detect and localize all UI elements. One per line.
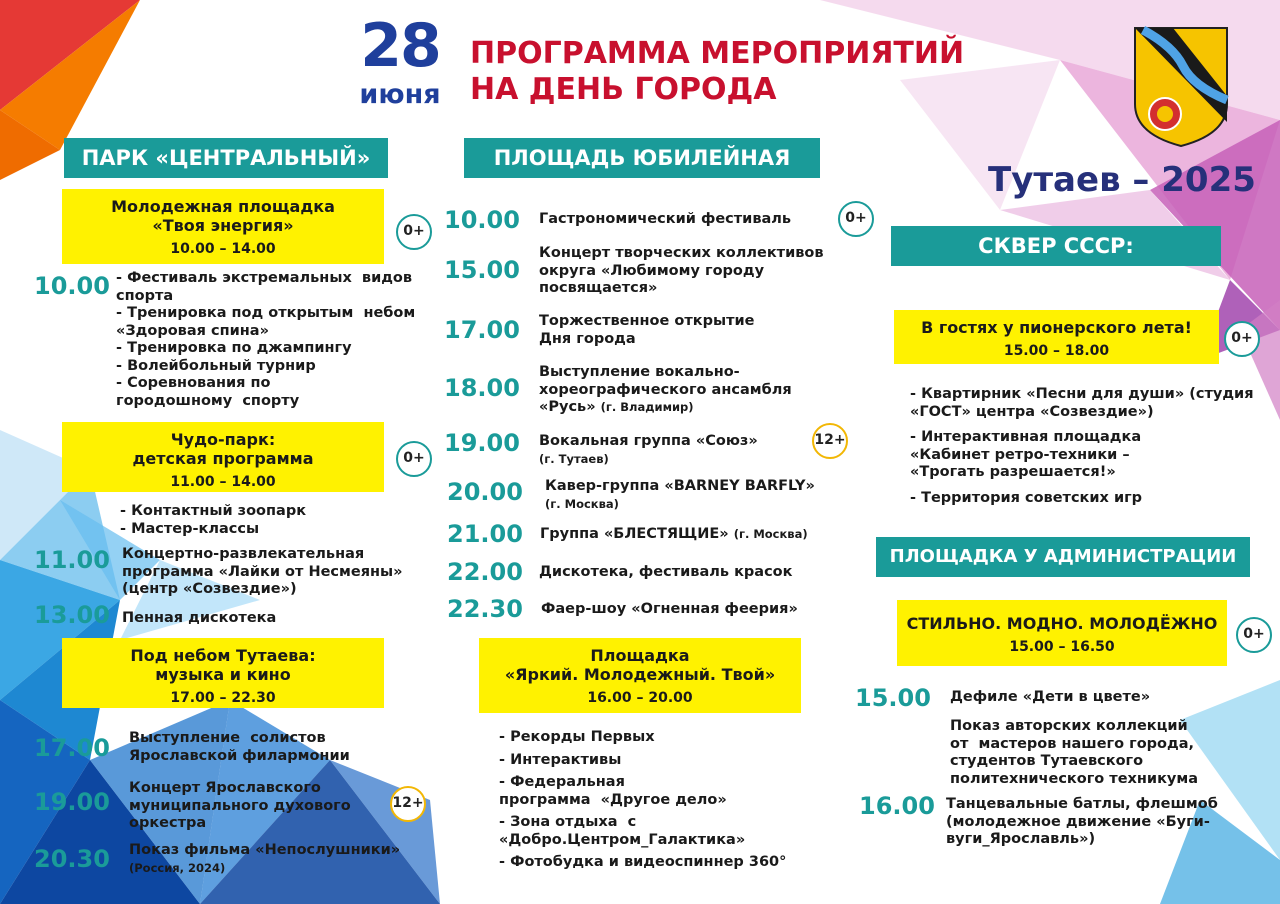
box-time: 10.00 – 14.00 [170,241,276,257]
time-label: 21.00 [447,520,523,548]
title-line-2: НА ДЕНЬ ГОРОДА [470,72,777,107]
box-line-1: Площадка [590,646,690,665]
event-text: Торжественное открытие Дня города [539,313,755,347]
time-label: 10.00 [34,272,110,300]
time-label: 22.30 [447,595,523,623]
page-title [470,36,990,108]
time-label: 19.00 [34,788,110,816]
admin-box [897,600,1227,666]
city-year: Тутаев – 2025 [988,160,1256,200]
list-item: - Тренировка по джампингу [116,340,352,356]
event-title: Группа «БЛЕСТЯЩИЕ» [540,526,729,542]
list-item: - Интерактивная площадка «Кабинет ретро-техники – «Трогать разрешается!» [910,429,1142,480]
park-heading: ПАРК «ЦЕНТРАЛЬНЫЙ» [64,138,388,178]
list-item: - Зона отдыха с «Добро.Центром_Галактика» [499,814,746,848]
admin-heading: ПЛОЩАДКА У АДМИНИСТРАЦИИ [876,537,1250,577]
event-note: (Россия, 2024) [129,860,226,875]
park-box-energy [62,189,384,264]
list-item: - Тренировка под открытым небом «Здоровая спина» [116,305,416,339]
time-label: 19.00 [444,429,520,457]
coat-of-arms-icon [1133,26,1229,148]
event-text: Дефиле «Дети в цвете» [950,689,1151,705]
sssr-heading: СКВЕР СССР: [891,226,1221,266]
park-box-kids [62,422,384,492]
event-text: Показ авторских коллекций от мастеров нашего города, студентов Тутаевского политехнического техникума [950,718,1199,787]
date-day: 28 [360,11,440,81]
title-line-1: ПРОГРАММА МЕРОПРИЯТИЙ [470,36,965,71]
box-line-2: музыка и кино [155,665,291,684]
event-text: Гастрономический фестиваль [539,211,792,227]
list-item: - Мастер-классы [120,520,260,537]
event-text: Танцевальные батлы, флешмоб (молодежное движение «Буги-вуги_Ярославль») [946,796,1218,847]
age-badge-0: 0+ [396,441,432,477]
time-label: 17.00 [444,316,520,344]
event-note: (г. Москва) [545,496,619,511]
time-label: 16.00 [859,792,935,820]
time-label: 15.00 [444,256,520,284]
list-item: - Федеральная программа «Другое дело» [499,774,727,808]
square-heading: ПЛОЩАДЬ ЮБИЛЕЙНАЯ [464,138,820,178]
event-text [540,526,830,544]
date-month: июня [359,79,441,110]
box-line-2: «Яркий. Молодежный. Твой» [504,665,776,684]
box-time: 17.00 – 22.30 [170,690,276,706]
event-text: Выступление солистов Ярославской филармонии [129,730,350,764]
event-text [539,433,819,468]
square-box-youth [479,638,801,713]
box-line-1: В гостях у пионерского лета! [921,318,1192,337]
event-text: Пенная дискотека [122,610,277,626]
box-time: 11.00 – 14.00 [170,474,276,490]
box-line-1: СТИЛЬНО. МОДНО. МОЛОДЁЖНО [906,614,1218,633]
list-item: - Контактный зоопарк [120,503,307,519]
age-badge-0: 0+ [1224,321,1260,357]
event-title: Выступление вокально-хореографического ансамбля «Русь» [539,364,792,415]
age-badge-12: 12+ [812,423,848,459]
box-line-2: детская программа [132,449,314,468]
square-youth-list [499,729,819,872]
event-text [129,842,409,877]
sssr-box [894,310,1219,364]
time-label: 10.00 [444,206,520,234]
event-text: Концертно-развлекательная программа «Лайки от Несмеяны» (центр «Созвездие») [122,546,403,597]
time-label: 20.30 [34,845,110,873]
event-text: Фаер-шоу «Огненная феерия» [541,601,798,617]
time-label: 20.00 [447,478,523,506]
box-time: 15.00 – 16.50 [1009,639,1115,655]
time-label: 15.00 [855,684,931,712]
list-item: - Интерактивы [499,751,622,768]
event-note: (г. Тутаев) [539,451,609,466]
list-item: - Соревнования по городошному спорту [116,375,300,409]
list-item: - Фотобудка и видеоспиннер 360° [499,854,787,870]
park-energy-list [116,270,436,410]
event-title: Показ фильма «Непослушники» [129,842,401,858]
sssr-list [910,386,1260,507]
event-text: Дискотека, фестиваль красок [539,564,793,580]
box-line-1: Под небом Тутаева: [130,646,316,665]
event-note: (г. Москва) [733,527,808,541]
event-note: (г. Владимир) [600,400,694,414]
park-kids-list [120,503,420,538]
age-badge-12: 12+ [390,786,426,822]
list-item: - Рекорды Первых [499,729,655,745]
box-time: 16.00 – 20.00 [587,690,693,706]
event-title: Вокальная группа «Союз» [539,433,758,449]
event-title: Кавер-группа «BARNEY BARFLY» [545,478,815,494]
list-item: - Волейбольный турнир [116,357,316,374]
list-item: - Территория советских игр [910,489,1143,506]
age-badge-0: 0+ [396,214,432,250]
time-label: 13.00 [34,601,110,629]
time-label: 18.00 [444,374,520,402]
event-text: Концерт творческих коллективов округа «Любимому городу посвящается» [539,245,824,296]
age-badge-0: 0+ [1236,617,1272,653]
box-time: 15.00 – 18.00 [1003,343,1110,359]
time-label: 11.00 [34,546,110,574]
age-badge-0: 0+ [838,201,874,237]
time-label: 17.00 [34,734,110,762]
event-text [539,364,829,417]
time-label: 22.00 [447,558,523,586]
event-text: Концерт Ярославского муниципального духового оркестра [129,780,351,831]
list-item: - Фестиваль экстремальных видов спорта [116,270,413,304]
box-line-1: Молодежная площадка [111,197,335,216]
event-text [545,478,835,513]
box-line-2: «Твоя энергия» [152,216,294,235]
list-item: - Квартирник «Песни для души» (студия «ГОСТ» центра «Созвездие») [910,386,1254,420]
box-line-1: Чудо-парк: [170,430,276,449]
park-box-music [62,638,384,708]
